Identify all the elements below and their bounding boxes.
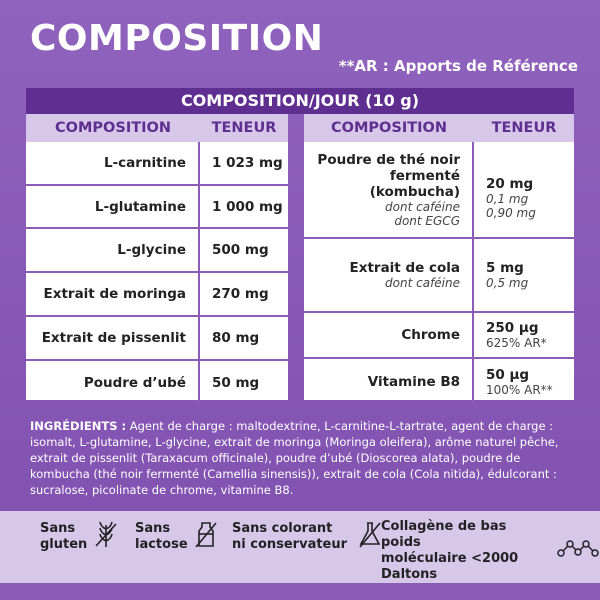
ingredient-value-cell: [474, 239, 574, 311]
ingredient-value: 250 µg: [486, 320, 539, 336]
ingredient-name: fermenté (kombucha): [369, 167, 460, 200]
sub-value: 0,1 mg: [486, 191, 529, 206]
table-header: [304, 114, 574, 142]
column-header-composition: COMPOSITION: [55, 120, 171, 136]
ingredient-name: L-glutamine: [26, 186, 200, 227]
ingredient-value: 1 000 mg: [212, 198, 283, 215]
ar-footnote: **AR : Apports de Référence: [338, 57, 578, 75]
ingredient-name: L-carnitine: [26, 142, 200, 184]
table-row: [26, 227, 288, 271]
molecule-icon: [556, 534, 600, 569]
column-header-teneur: TENEUR: [491, 120, 557, 136]
reference-intake: 100% AR**: [486, 382, 553, 397]
table-row: [304, 237, 574, 311]
ingredient-value: 20 mg: [486, 175, 534, 192]
ingredient-value-cell: [474, 359, 574, 404]
ingredient-name: L-glycine: [26, 229, 200, 271]
badge-label: Sans: [40, 520, 76, 536]
badge-label: Sans: [135, 520, 171, 536]
table-row: [26, 271, 288, 315]
left-composition-table: [26, 114, 288, 400]
ingredient-value: 50 mg: [212, 374, 260, 391]
table-row: [26, 184, 288, 227]
ingredient-value-cell: [474, 142, 574, 237]
badge-label: ni conservateur: [232, 536, 348, 552]
right-composition-table: [304, 114, 574, 400]
sub-component: dont EGCG: [394, 213, 460, 228]
ingredient-value-cell: [474, 313, 574, 357]
badge-label: moléculaire <2000 Daltons: [381, 551, 519, 582]
ingredients-list: Agent de charge : maltodextrine, L-carnitine-L-tartrate, agent de charge : isomalt, L-glutamine, L-glycine, extrait de moringa (Moringa oleifera), arôme naturel pêche, extrait de pissenlit (Taraxacum officinale), poudre d’ubé (Dioscorea alata), poudre de kombucha (thé noir fermenté (Camellia sinensis)), extrait de cola (Cola nitida), édulcorant : sucralose, picolinate de chrome, vitamine B8.: [30, 419, 559, 497]
ingredient-name: Extrait de cola: [349, 260, 460, 276]
ingredient-name: Vitamine B8: [304, 359, 474, 404]
reference-intake: 625% AR*: [486, 336, 547, 350]
ingredient-value: 500 mg: [212, 242, 269, 258]
column-header-teneur: TENEUR: [211, 120, 277, 136]
sub-component: dont caféine: [385, 276, 460, 290]
composition-header: COMPOSITION/JOUR (10 g): [26, 88, 574, 114]
badge-label: lactose: [135, 536, 188, 552]
sub-value: 0,5 mg: [486, 276, 529, 290]
ingredient-value: 1 023 mg: [212, 155, 283, 171]
milk-crossed-icon: [194, 519, 218, 554]
ingredient-name-cell: [304, 142, 474, 237]
ingredients-text: [30, 418, 575, 498]
ingredient-value: 80 mg: [212, 330, 260, 346]
badge-label: Sans colorant: [232, 520, 333, 536]
badge-no-colorant: [232, 519, 383, 554]
ingredient-name: Poudre d’ubé: [26, 361, 200, 404]
ingredient-name: Poudre de thé noir: [317, 151, 460, 168]
badge-lactose-free: [135, 519, 218, 554]
ingredients-label: INGRÉDIENTS :: [30, 419, 127, 433]
table-row: [26, 315, 288, 359]
badge-gluten-free: [40, 519, 119, 554]
sub-component: dont caféine: [385, 199, 460, 214]
ingredient-value: 270 mg: [212, 286, 269, 302]
badge-collagen: [381, 519, 600, 583]
sub-value: 0,90 mg: [486, 205, 536, 220]
ingredient-value: 5 mg: [486, 260, 524, 276]
table-header: [26, 114, 288, 142]
table-row: [304, 311, 574, 357]
table-row: [26, 359, 288, 404]
table-row: [304, 357, 574, 404]
table-row: [26, 142, 288, 184]
wheat-crossed-icon: [93, 519, 119, 554]
ingredient-value: 50 µg: [486, 366, 530, 383]
column-header-composition: COMPOSITION: [331, 120, 447, 136]
ingredient-name: Extrait de moringa: [26, 273, 200, 315]
badge-label: gluten: [40, 536, 88, 552]
flask-crossed-icon: [357, 519, 383, 554]
table-row: [304, 142, 574, 237]
ingredient-name-cell: [304, 239, 474, 311]
footer-badges: [0, 511, 600, 583]
bottom-bar: [0, 583, 600, 600]
ingredient-name: Extrait de pissenlit: [26, 317, 200, 359]
ingredient-name: Chrome: [304, 313, 474, 357]
page-title: COMPOSITION: [30, 18, 324, 59]
badge-label: Collagène de bas poids: [381, 519, 507, 550]
